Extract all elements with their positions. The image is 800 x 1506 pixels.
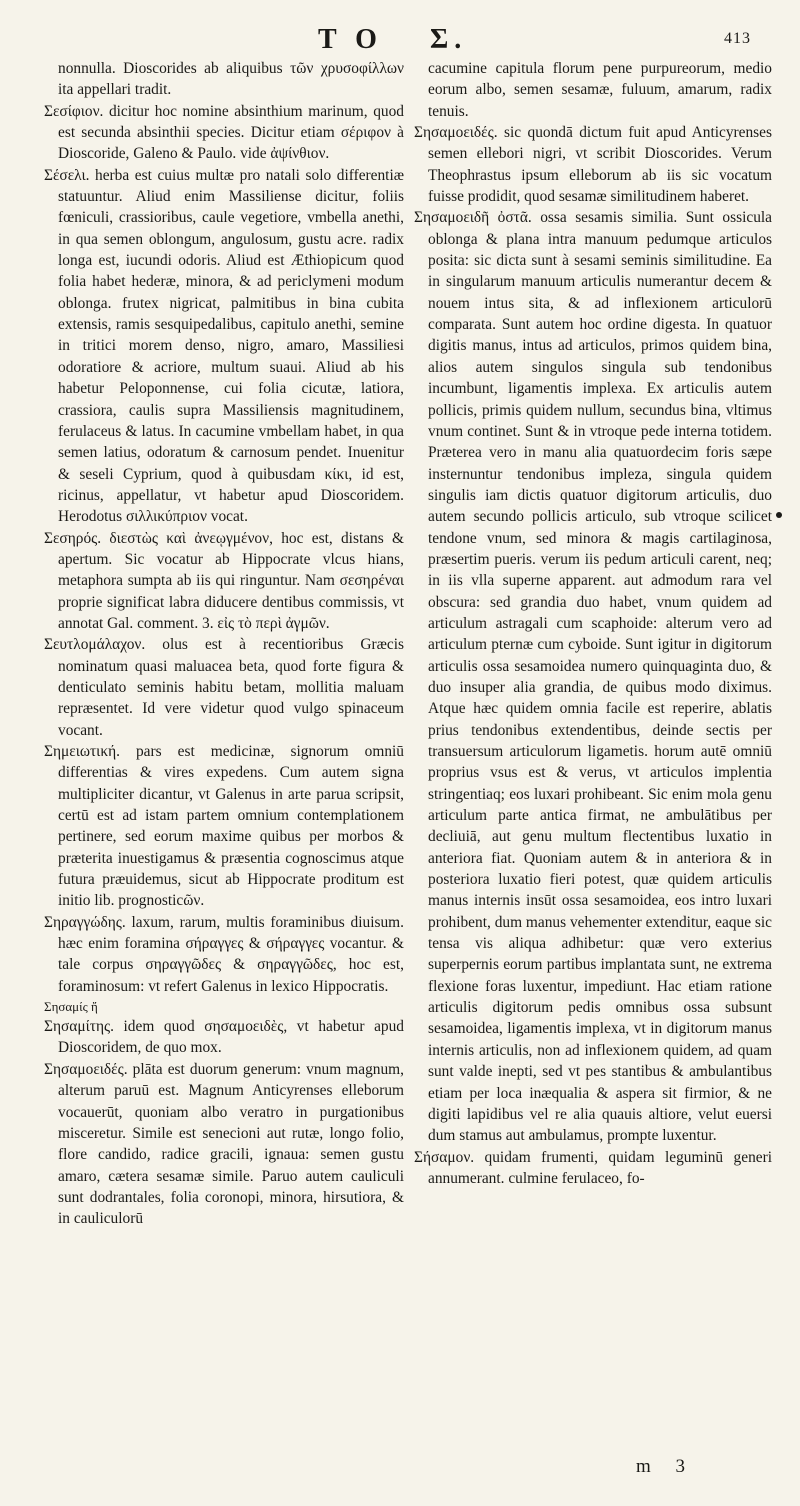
dictionary-entry: nonnulla. Dioscorides ab aliquibus τῶν χρυσοφίλλων ita appellari tradit. (58, 60, 404, 99)
left-column (44, 58, 404, 1230)
dictionary-entry: Σευτλομάλαχον. olus est à recentioribus Græcis nominatum quasi maluacea beta, quod forte figura & denticulato seminis habitu betam, mollitia maluam repræsentet. Id vere videtur quod vulgo spinaceum vocant. (44, 636, 404, 739)
dictionary-entry: cacumine capitula florum pene purpureorum, medio eorum albo, semen sesamæ, fuluum, amarum, radix tenuis. (428, 60, 772, 120)
dictionary-entry: Σηραγγώδης. laxum, rarum, multis foraminibus diuisum. hæc enim foramina σήραγγες & σήραγγες vocantur. & tale corpus σηραγγῶδες & σηραγγῶδες, hoc est, foraminosum: vt refert Galenus in lexico Hippocratis. (44, 913, 404, 995)
dictionary-entry: Σέσελι. herba est cuius multæ pro natali solo differentiæ statuuntur. Aliud enim Massiliense dicitur, foliis fœniculi, crassioribus, caule vegetiore, vmbella anethi, in qua semen oblongum, angulosum, gustu acre. radix longa est, iucundi odoris. Aliud est Æthiopicum quod folia habet hederæ, minora, & ad periclymeni modum oblonga. frutex nigricat, palmitibus in bina cubita extensis, ramis sesquipedalibus, capitulo anethi, semine in tritici morem denso, nigro, amaro, Massiliesi odoratiore & acriore, multum suaui. Aliud ab his habetur Peloponnense, cui folia cicutæ, latiora, crassiora, caulis supra Massiliensis magnitudinem, ferulaceus & latus. In cacumine vmbellam habet, in qua semen latius, odoratum & carnosum pendet. Inuenitur & seseli Cyprium, quod à quibusdam κίκι, id est, ricinus, appellatur, vt habetur apud Dioscoridem. Herodotus σιλλικύπριον vocat. (44, 166, 404, 526)
dictionary-entry: Σησαμίς ἤ (44, 999, 98, 1015)
margin-mark (776, 512, 782, 518)
dictionary-entry: Σημειωτική. pars est medicinæ, signorum omniū differentias & vires expedens. Cum autem signa multipliciter dicantur, vt Galenus in arte parua scripsit, certū est ad istam partem omnium contemplationem pertinere, sed eorum maxime quibus per morbos & præterita inuestigamus & præsentia cognoscimus atque futura præuidemus, sicut ab Hippocrate proditum est initio lib. prognosticῶν. (44, 743, 404, 910)
dictionary-entry: Σεσηρός. διεστὼς καὶ ἀνεῳγμένον, hoc est, distans & apertum. Sic vocatur ab Hippocrate vlcus hians, metaphora sumpta ab iis qui ringuntur. Nam σεσηρέναι proprie significat labra diducere dentibus commissis, vt annotat Gal. comment. 3. εἰς τὸ περὶ ἀγμῶν. (44, 529, 404, 632)
right-column (414, 58, 772, 1189)
dictionary-entry: Σήσαμον. quidam frumenti, quidam leguminū generi annumerant. culmine ferulaceo, fo- (414, 1148, 772, 1187)
running-head-right: Σ. (430, 24, 468, 55)
dictionary-entry: Σησαμίτης. idem quod σησαμοειδὲς, vt habetur apud Dioscoridem, de quo mox. (44, 1018, 404, 1057)
signature-mark: m 3 (636, 1456, 696, 1477)
dictionary-entry: Σησαμοειδές. sic quondā dictum fuit apud Anticyrenses semen ellebori nigri, vt scribit Dioscorides. Verum Theophrastus ipsum elleborum ab iis sic vocatum fuisse prodidit, quod sesamæ similitudinem haberet. (414, 124, 772, 206)
running-head (0, 22, 800, 62)
dictionary-entry: Σεσίφιον. dicitur hoc nomine absinthium marinum, quod est secunda absinthii species. Dicitur etiam σέριφον à Dioscoride, Galeno & Paulo. vide ἀψίνθιον. (44, 102, 404, 163)
running-head-left: T O (318, 24, 383, 55)
dictionary-entry: Σησαμοειδῆ ὀστᾶ. ossa sesamis similia. Sunt ossicula oblonga & plana intra manuum pedumque articulos posita: sic dicta sunt à sesami seminis similitudine. Ea in singularum manuum articulis numerantur decem & nouem intus sita, & ad inflexionem articulorū comparata. Sunt autem hoc ordine digesta. In quatuor digitis manus, intus ad articulos, primos quidem bina, alios autem singulos singula sub tendonibus incumbunt, ligamentis implexa. Ex articulis autem pollicis, primis quidem nullum, secundus bina, vltimus vnum continet. Sunt & in vtroque pede interna totidem. Præterea vero in manu alia quatuordecim foris sæpe insternuntur tendonibus impleza, singula quidem singulis iam dictis quatuor digitorum articulis, duo autem secundo pollicis articulo, sub vtroque scilicet tendone vnum, sed minora & magis cartilaginosa, præsertim pueris. verum iis pedum articuli carent, neq; in iis vlla superne apparent. aut admodum rara vel obscura: sed grandia duo habet, vnum quidem ad articulum astragali cum scaphoide: alterum vero ad articulum pternæ cum cyboide. Sunt igitur in digitorum articulis ossa sesamoidea numero quinquaginta duo, & duo insuper alia grandia, de quibus modo diximus. Atque hæc quidem omnia facile est reperire, ablatis prius tendonibus extendentibus, deinde sectis per transuersum articulorum ligametis. horum autē omniū proprius vsus est & verus, vt articulos implentia stringentiaq; eos luxari prohibeant. Sic enim mola genu articulum parte antica firmat, ne ambulātibus per decliuiā, aut genu multum flectentibus luxatio in anteriora fiat. Quoniam autem & in anteriora & in posteriora luxatio fieri potest, quæ quidem articulis manus internis insūt ossa sesamoidea, eos intro luxari prohibent, dum manus vehementer extenditur, eaque sic tensa vis aliqua adhibetur: quæ vero exterius superpernis eorum partibus implantata sunt, ne extrema flexione foras luxentur, impediunt. Hac etiam ratione articulis digitorum pedis omnibus ossa subsunt sesamoidea, ligamentis implexa, vt in digitorum manus internis articulis, non ad inflexionem quidem, ad quam sunt valde inepti, sed vt pes stantibus & ambulantibus etiam per loca inæqualia & aspera sit firmior, & ne digiti lapidibus vel re alia quauis altiore, velut euersi dum stamus aut ambulamus, prompte luxentur. (414, 209, 772, 1145)
dictionary-entry: Σησαμοειδές. plāta est duorum generum: vnum magnum, alterum paruū est. Magnum Anticyrenses elleborum vocauerūt, quoniam albo veratro in purgationibus misceretur. Simile est senecioni aut rutæ, longo folio, flore candido, radice gracili, ignaua: semen gustu amaro, cætera sesamæ simile. Paruo autem cauliculi sunt dodrantales, folia coronopi, minora, hirsutiora, & in cauliculorū (44, 1060, 404, 1228)
page-number: 413 (724, 30, 751, 47)
